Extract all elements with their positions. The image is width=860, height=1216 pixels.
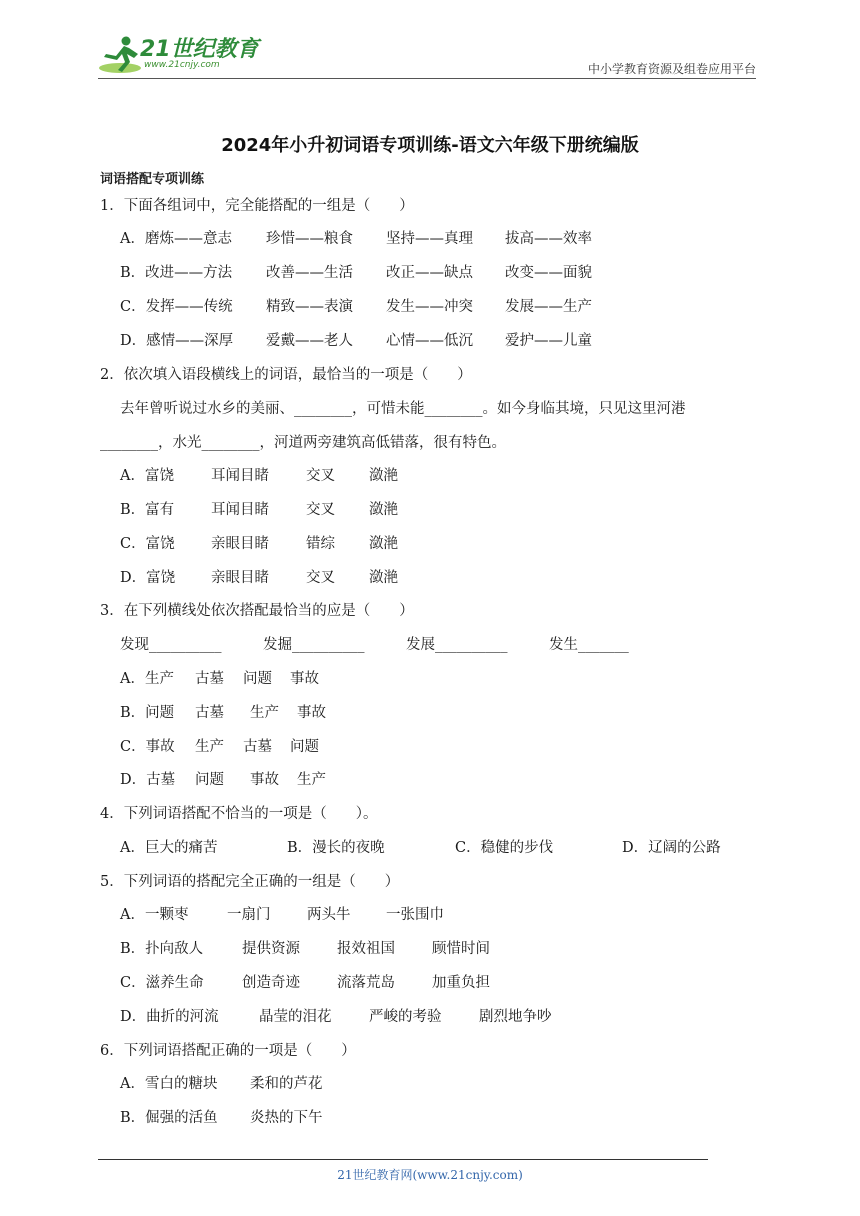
option-item: 亲眼目睹 (211, 536, 269, 552)
blank-item: 发生_______ (549, 637, 629, 653)
option-item: D．感情——深厚 (120, 333, 234, 349)
question-2-passage-line-1: 去年曾听说过水乡的美丽、________，可惜未能________。如今身临其境，只见这里河港 (120, 401, 686, 417)
logo-url: www.21cnjy.com (144, 60, 220, 70)
option-item: D．曲折的河流 (120, 1009, 219, 1025)
option-item: B．改进——方法 (120, 265, 233, 281)
option-item: 生产 (195, 739, 224, 755)
option-item: 创造奇迹 (242, 975, 300, 991)
option-item: 坚持——真理 (386, 231, 473, 247)
question-3-stem: 3．在下列横线处依次搭配最恰当的应是（ ） (100, 603, 414, 619)
logo-text: 21世纪教育 (140, 37, 259, 62)
option-item: 加重负担 (432, 975, 490, 991)
option-item: 爱戴——老人 (266, 333, 353, 349)
option-item: 潋滟 (369, 536, 398, 552)
option-item: A．一颗枣 (120, 907, 189, 923)
option-item: 耳闻目睹 (211, 502, 269, 518)
option-item: A．生产 (120, 671, 174, 687)
option-item: 问题 (290, 739, 319, 755)
option-item: D．古墓 (120, 772, 176, 788)
option-item: B．漫长的夜晚 (287, 840, 385, 856)
option-item: 提供资源 (242, 941, 300, 957)
option-item: 潋滟 (369, 468, 398, 484)
option-item: 晶莹的泪花 (259, 1009, 332, 1025)
blank-item: 发现__________ (120, 637, 222, 653)
question-1-stem: 1．下面各组词中，完全能搭配的一组是（ ） (100, 198, 414, 214)
question-2-stem: 2．依次填入语段横线上的词语，最恰当的一项是（ ） (100, 367, 472, 383)
option-item: 问题 (195, 772, 224, 788)
option-item: 两头牛 (307, 907, 351, 923)
option-item: 精致——表演 (266, 299, 353, 315)
option-item: B．问题 (120, 705, 175, 721)
blank-item: 发掘__________ (263, 637, 365, 653)
blank-item: 发展__________ (406, 637, 508, 653)
section-heading: 词语搭配专项训练 (100, 172, 205, 187)
option-item: 交叉 (306, 570, 335, 586)
option-item: C．富饶 (120, 536, 175, 552)
option-item: 潋滟 (369, 570, 398, 586)
option-item: 改变——面貌 (505, 265, 592, 281)
question-2-passage-line-2: ________，水光________，河道两旁建筑高低错落，很有特色。 (100, 435, 506, 451)
question-5-stem: 5．下列词语的搭配完全正确的一组是（ ） (100, 874, 400, 890)
option-item: 发展——生产 (505, 299, 592, 315)
option-item: 问题 (243, 671, 272, 687)
option-item: 古墓 (243, 739, 272, 755)
option-item: 炎热的下午 (250, 1110, 323, 1126)
option-item: 珍惜——粮食 (266, 231, 353, 247)
option-item: C．滋养生命 (120, 975, 204, 991)
option-item: 柔和的芦花 (250, 1076, 323, 1092)
footer-divider (98, 1159, 708, 1160)
option-item: 潋滟 (369, 502, 398, 518)
option-item: A．富饶 (120, 468, 174, 484)
footer-text: 21世纪教育网(www.21cnjy.com) (337, 1168, 523, 1182)
option-item: 改正——缺点 (386, 265, 473, 281)
page-header (98, 30, 756, 80)
option-item: 古墓 (195, 671, 224, 687)
option-item: 交叉 (306, 502, 335, 518)
option-item: 流落荒岛 (337, 975, 395, 991)
option-item: 顾惜时间 (432, 941, 490, 957)
option-item: A．雪白的糖块 (120, 1076, 218, 1092)
page-title: 2024年小升初词语专项训练-语文六年级下册统编版 (221, 135, 639, 156)
option-item: 心情——低沉 (386, 333, 473, 349)
option-item: 发生——冲突 (386, 299, 473, 315)
option-item: 报效祖国 (337, 941, 395, 957)
option-item: 错综 (306, 536, 335, 552)
option-item: 一扇门 (227, 907, 271, 923)
platform-name: 中小学教育资源及组卷应用平台 (587, 62, 756, 76)
option-item: D．辽阔的公路 (622, 840, 721, 856)
option-item: D．富饶 (120, 570, 176, 586)
option-item: B．扑向敌人 (120, 941, 204, 957)
option-item: 生产 (250, 705, 279, 721)
option-item: 耳闻目睹 (211, 468, 269, 484)
option-item: C．事故 (120, 739, 175, 755)
option-item: 剧烈地争吵 (479, 1009, 552, 1025)
option-item: C．稳健的步伐 (455, 840, 554, 856)
option-item: 拔高——效率 (505, 231, 592, 247)
option-item: 爱护——儿童 (505, 333, 592, 349)
question-4-stem: 4．下列词语搭配不恰当的一项是（ ）。 (100, 806, 378, 822)
option-item: 交叉 (306, 468, 335, 484)
option-item: A．磨炼——意志 (120, 231, 232, 247)
question-6-stem: 6．下列词语搭配正确的一项是（ ） (100, 1043, 356, 1059)
option-item: 一张围巾 (386, 907, 444, 923)
option-item: C．发挥——传统 (120, 299, 233, 315)
option-item: 生产 (297, 772, 326, 788)
option-item: 古墓 (195, 705, 224, 721)
option-item: A．巨大的痛苦 (120, 840, 218, 856)
option-item: B．倔强的活鱼 (120, 1110, 218, 1126)
option-item: 事故 (290, 671, 319, 687)
option-item: 严峻的考验 (369, 1009, 442, 1025)
header-divider (98, 78, 756, 79)
option-item: 事故 (297, 705, 326, 721)
option-item: 亲眼目睹 (211, 570, 269, 586)
option-item: 改善——生活 (266, 265, 353, 281)
option-item: B．富有 (120, 502, 175, 518)
option-item: 事故 (250, 772, 279, 788)
